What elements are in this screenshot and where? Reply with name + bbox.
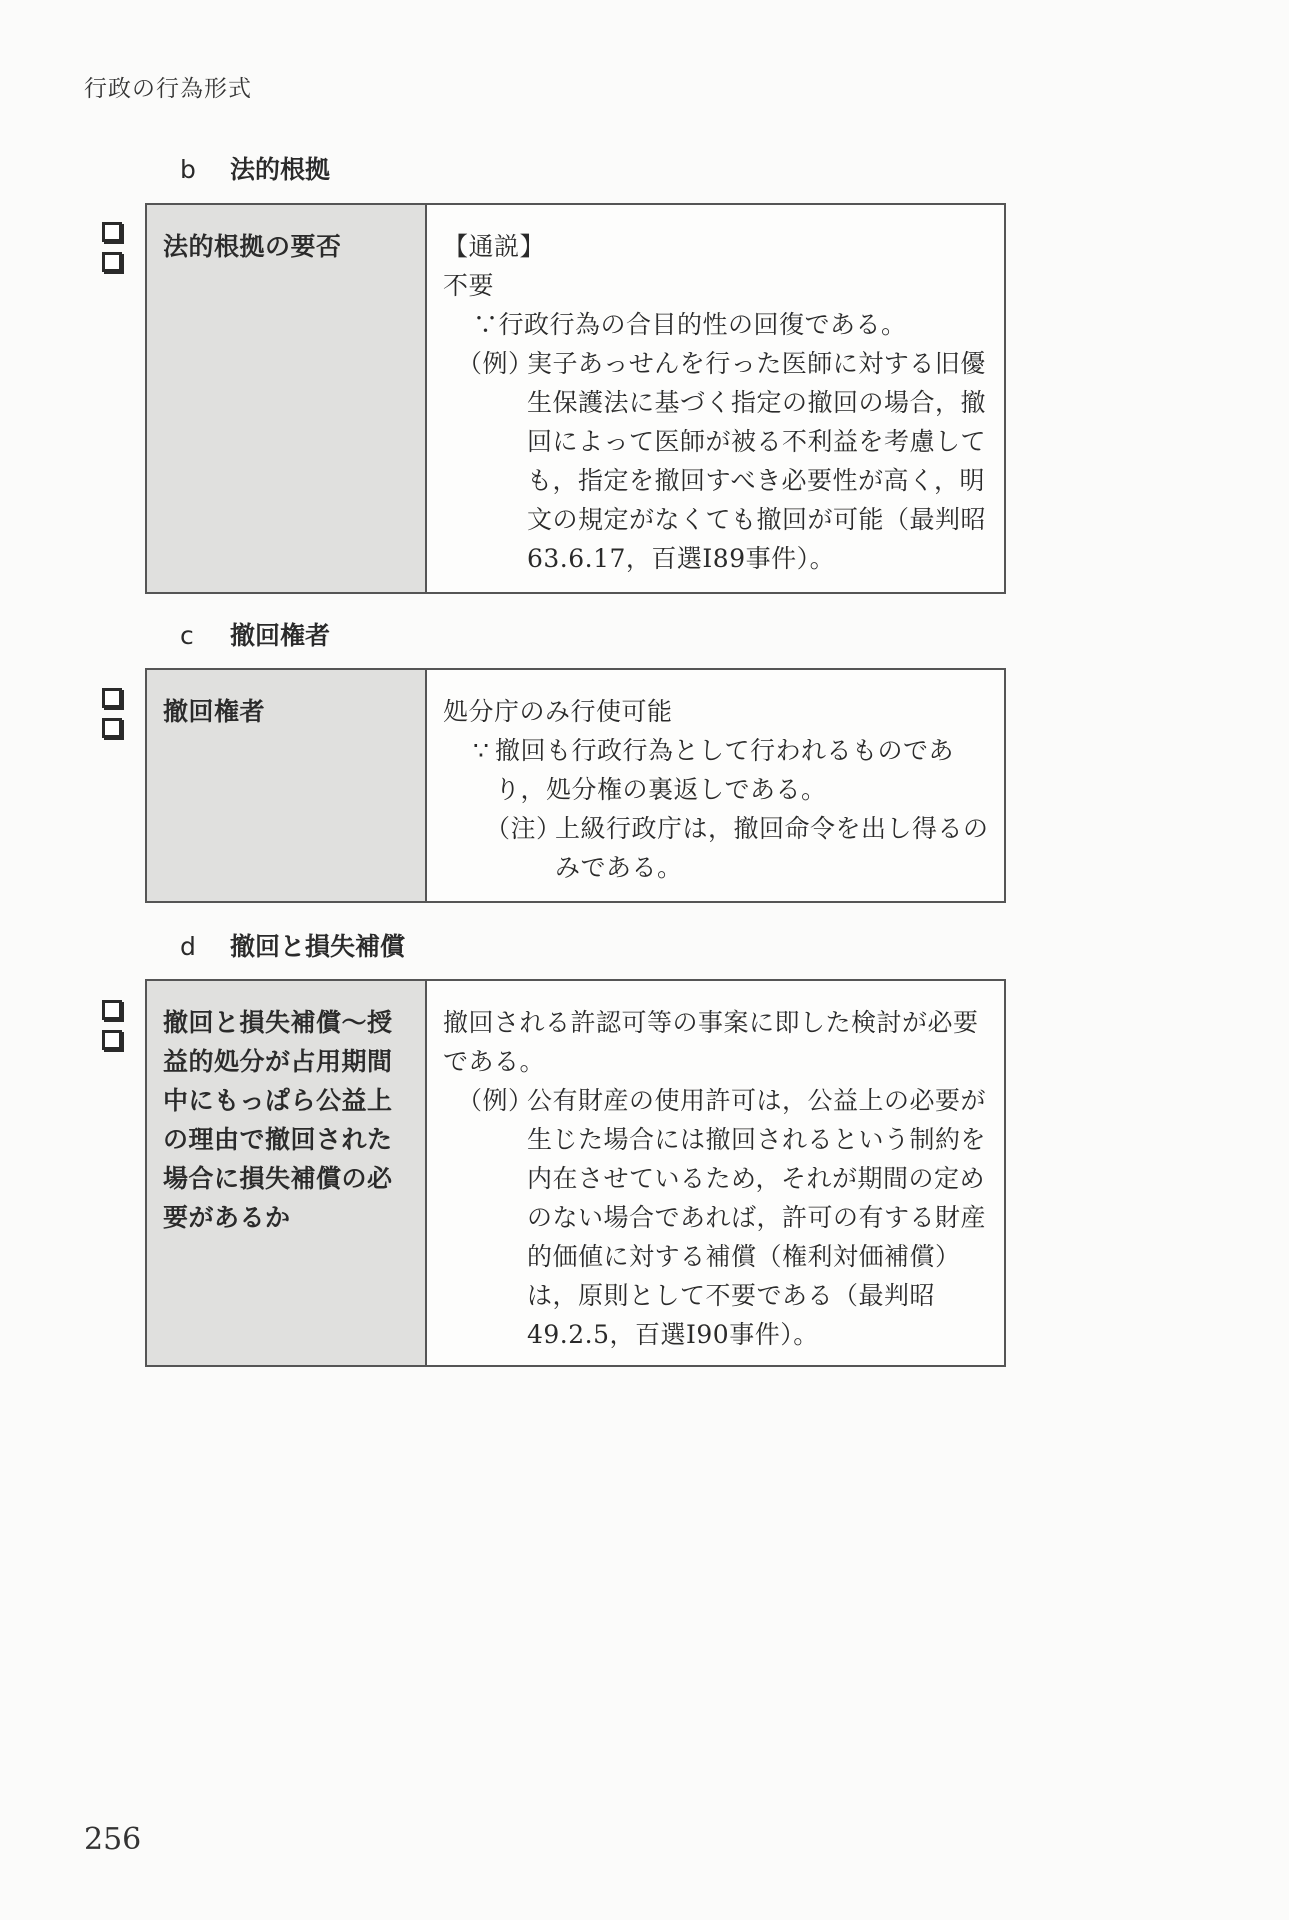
section-letter: d xyxy=(180,932,196,961)
answer-conclusion: 不要 xyxy=(443,271,495,300)
answer-note xyxy=(443,809,990,887)
because-tag: ∵ xyxy=(473,736,490,765)
answer-cell xyxy=(427,981,1004,1365)
section-title: 撤回権者 xyxy=(230,621,331,650)
question-cell: 撤回権者 xyxy=(147,670,427,901)
review-checkbox[interactable] xyxy=(102,688,122,708)
question-cell: 法的根拠の要否 xyxy=(147,205,427,592)
review-checkbox[interactable] xyxy=(102,222,122,242)
example-text: 公有財産の使用許可は，公益上の必要が生じた場合には撤回されるという制約を内在させているため，それが期間の定めのない場合であれば，許可の有する財産的価値に対する補償（権利対価補償）は，原則として不要である（最判昭49.2.5，百選Ⅰ90事件）。 xyxy=(527,1086,987,1349)
section-heading-b xyxy=(180,150,330,186)
answer-conclusion: 処分庁のみ行使可能 xyxy=(443,697,673,726)
review-checkboxes xyxy=(102,688,126,748)
qa-table-compensation xyxy=(145,979,1006,1367)
answer-conclusion: 撤回される許認可等の事案に即した検討が必要である。 xyxy=(443,1008,979,1076)
answer-cell xyxy=(427,670,1004,901)
running-title: 行政の行為形式 xyxy=(84,76,252,102)
review-checkboxes xyxy=(102,1000,126,1060)
qa-table-legal-basis xyxy=(145,203,1006,594)
qa-table-revocation-authority xyxy=(145,668,1006,903)
answer-cell xyxy=(427,205,1004,592)
review-checkbox[interactable] xyxy=(102,1000,122,1020)
section-title: 法的根拠 xyxy=(230,155,331,184)
question-cell: 撤回と損失補償～授益的処分が占用期間中にもっぱら公益上の理由で撤回された場合に損失補償の必要があるか xyxy=(147,981,427,1365)
review-checkbox[interactable] xyxy=(102,252,122,272)
page-number: 256 xyxy=(84,1822,142,1857)
answer-example xyxy=(443,1081,990,1354)
review-checkboxes xyxy=(102,222,126,282)
section-title: 撤回と損失補償 xyxy=(230,932,406,961)
answer-reason: ∵行政行為の合目的性の回復である。 xyxy=(473,310,907,339)
section-heading-d xyxy=(180,927,405,963)
review-checkbox[interactable] xyxy=(102,1030,122,1050)
section-letter: c xyxy=(180,621,194,650)
section-letter: b xyxy=(180,155,196,184)
answer-label: 【通説】 xyxy=(443,232,546,261)
review-checkbox[interactable] xyxy=(102,718,122,738)
example-text: 実子あっせんを行った医師に対する旧優生保護法に基づく指定の撤回の場合，撤回によって医師が被る不利益を考慮しても，指定を撤回すべき必要性が高く，明文の規定がなくても撤回が可能（最判昭63.6.17，百選Ⅰ89事件）。 xyxy=(527,349,987,573)
section-heading-c xyxy=(180,616,330,652)
example-tag: （例） xyxy=(457,1086,534,1115)
note-tag: （注） xyxy=(485,814,562,843)
note-text: 上級行政庁は，撤回命令を出し得るのみである。 xyxy=(555,814,989,882)
answer-example xyxy=(443,344,990,578)
because-text: 撤回も行政行為として行われるものであり，処分権の裏返しである。 xyxy=(495,736,955,804)
example-tag: （例） xyxy=(457,349,534,378)
answer-reason xyxy=(443,731,990,809)
